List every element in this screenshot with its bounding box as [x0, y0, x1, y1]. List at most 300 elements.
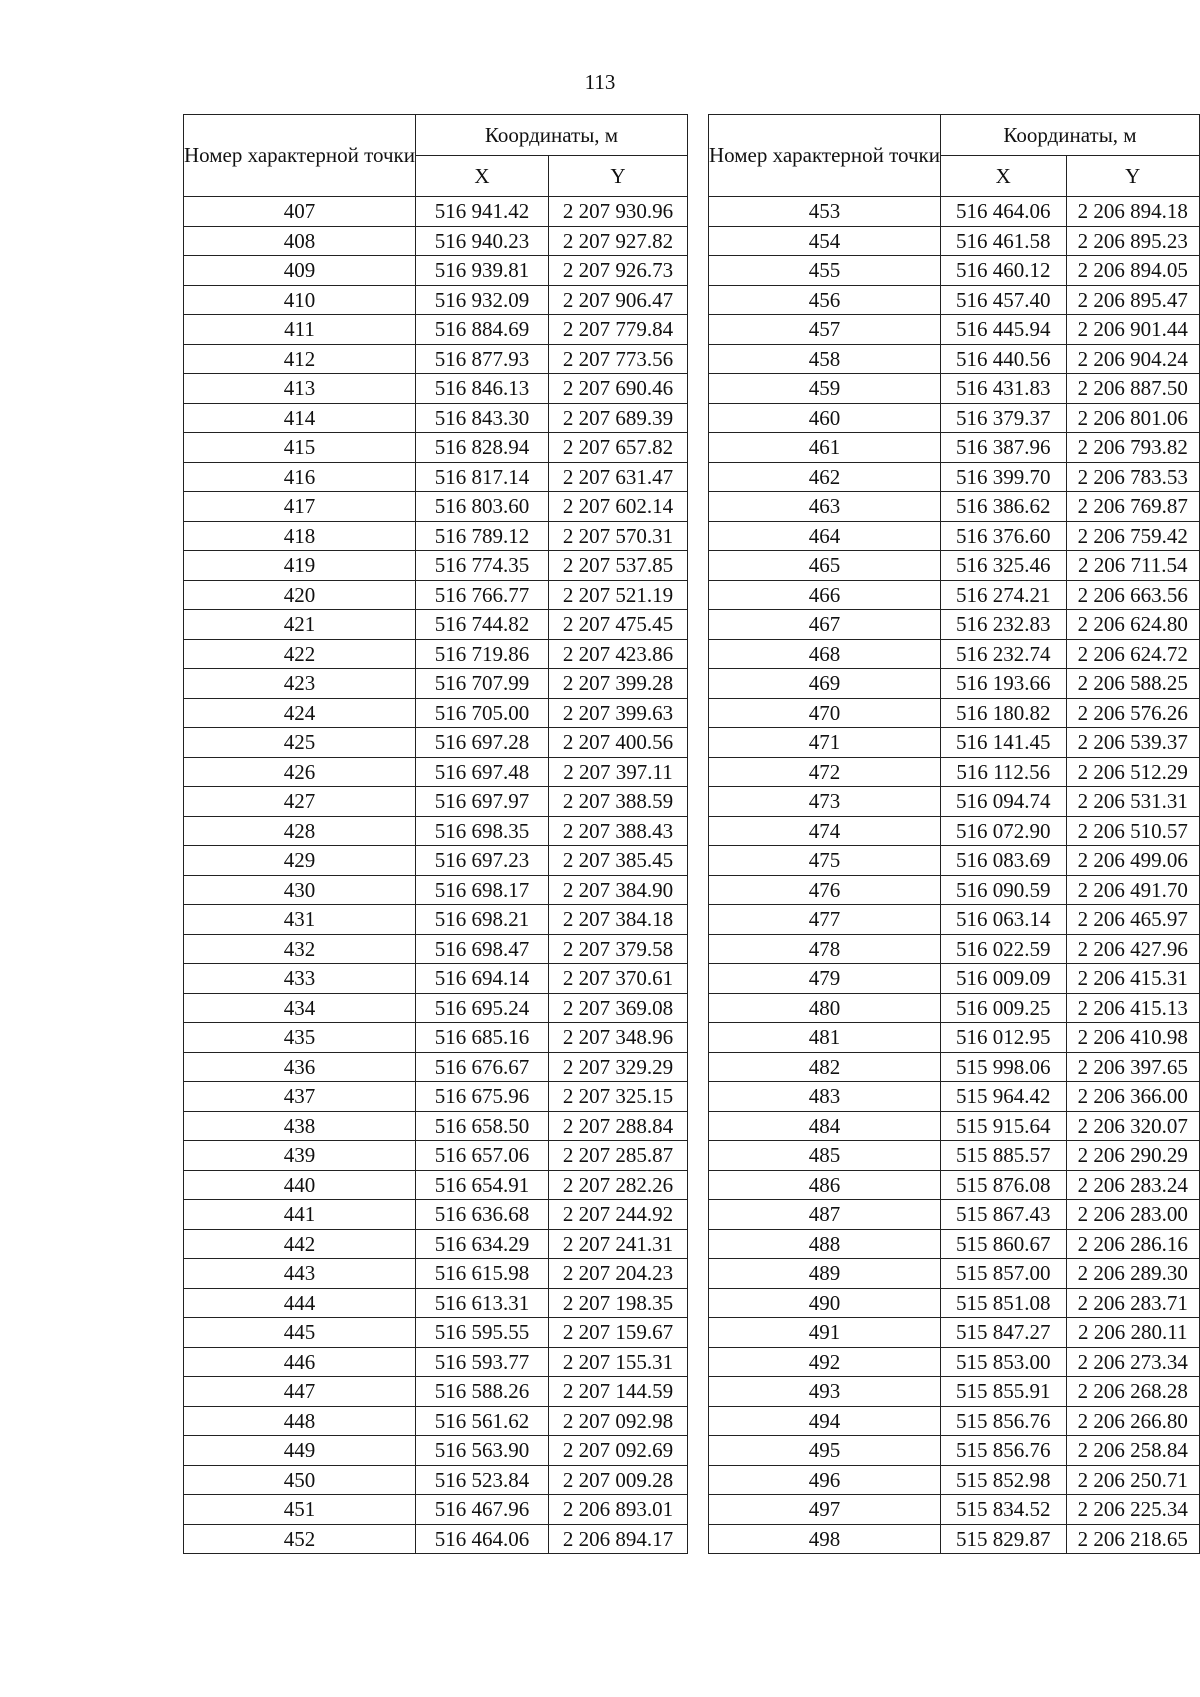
table-row — [709, 934, 1200, 964]
cell-x: 516 376.60 — [941, 521, 1067, 551]
table-row — [709, 1082, 1200, 1112]
cell-x: 515 856.76 — [941, 1406, 1067, 1436]
cell-y: 2 206 588.25 — [1066, 669, 1199, 699]
cell-y: 2 206 283.71 — [1066, 1288, 1199, 1318]
cell-y: 2 206 901.44 — [1066, 315, 1199, 345]
cell-point-number: 495 — [709, 1436, 941, 1466]
cell-x: 516 094.74 — [941, 787, 1067, 817]
cell-y: 2 207 379.58 — [549, 934, 688, 964]
cell-point-number: 439 — [184, 1141, 416, 1171]
table-row — [184, 1288, 688, 1318]
cell-y: 2 206 783.53 — [1066, 462, 1199, 492]
table-row — [709, 728, 1200, 758]
cell-x: 516 386.62 — [941, 492, 1067, 522]
cell-point-number: 428 — [184, 816, 416, 846]
cell-x: 516 932.09 — [416, 285, 549, 315]
cell-y: 2 207 689.39 — [549, 403, 688, 433]
table-row — [709, 521, 1200, 551]
table-row — [184, 639, 688, 669]
cell-y: 2 206 531.31 — [1066, 787, 1199, 817]
cell-y: 2 207 288.84 — [549, 1111, 688, 1141]
cell-x: 516 817.14 — [416, 462, 549, 492]
cell-x: 516 083.69 — [941, 846, 1067, 876]
cell-point-number: 480 — [709, 993, 941, 1023]
cell-point-number: 465 — [709, 551, 941, 581]
table-row — [184, 374, 688, 404]
cell-point-number: 410 — [184, 285, 416, 315]
cell-point-number: 436 — [184, 1052, 416, 1082]
table-row — [184, 1229, 688, 1259]
table-row — [184, 1082, 688, 1112]
cell-x: 516 803.60 — [416, 492, 549, 522]
cell-point-number: 450 — [184, 1465, 416, 1495]
table-row — [184, 993, 688, 1023]
cell-x: 515 853.00 — [941, 1347, 1067, 1377]
cell-point-number: 497 — [709, 1495, 941, 1525]
cell-point-number: 467 — [709, 610, 941, 640]
cell-y: 2 207 282.26 — [549, 1170, 688, 1200]
cell-y: 2 206 894.18 — [1066, 197, 1199, 227]
cell-y: 2 206 415.31 — [1066, 964, 1199, 994]
cell-point-number: 448 — [184, 1406, 416, 1436]
cell-point-number: 412 — [184, 344, 416, 374]
cell-point-number: 430 — [184, 875, 416, 905]
cell-x: 516 325.46 — [941, 551, 1067, 581]
cell-x: 516 009.25 — [941, 993, 1067, 1023]
cell-point-number: 460 — [709, 403, 941, 433]
cell-point-number: 427 — [184, 787, 416, 817]
cell-point-number: 424 — [184, 698, 416, 728]
cell-point-number: 452 — [184, 1524, 416, 1554]
table-row — [709, 1229, 1200, 1259]
cell-point-number: 409 — [184, 256, 416, 286]
table-row — [709, 1377, 1200, 1407]
table-row — [184, 1052, 688, 1082]
cell-y: 2 206 893.01 — [549, 1495, 688, 1525]
cell-point-number: 488 — [709, 1229, 941, 1259]
cell-point-number: 429 — [184, 846, 416, 876]
table-row — [184, 551, 688, 581]
cell-y: 2 206 320.07 — [1066, 1111, 1199, 1141]
cell-point-number: 415 — [184, 433, 416, 463]
cell-point-number: 453 — [709, 197, 941, 227]
cell-y: 2 207 906.47 — [549, 285, 688, 315]
cell-y: 2 206 250.71 — [1066, 1465, 1199, 1495]
cell-y: 2 206 894.17 — [549, 1524, 688, 1554]
table-row — [709, 285, 1200, 315]
cell-y: 2 207 926.73 — [549, 256, 688, 286]
cell-y: 2 206 895.47 — [1066, 285, 1199, 315]
cell-x: 516 193.66 — [941, 669, 1067, 699]
table-row — [184, 462, 688, 492]
cell-point-number: 478 — [709, 934, 941, 964]
cell-y: 2 207 241.31 — [549, 1229, 688, 1259]
table-row — [709, 403, 1200, 433]
table-row — [709, 197, 1200, 227]
cell-x: 515 855.91 — [941, 1377, 1067, 1407]
table-row — [184, 433, 688, 463]
table-body-left — [184, 197, 688, 1554]
table-row — [184, 1436, 688, 1466]
table-row — [709, 1318, 1200, 1348]
table-row — [709, 1052, 1200, 1082]
cell-x: 516 180.82 — [941, 698, 1067, 728]
cell-y: 2 206 283.00 — [1066, 1200, 1199, 1230]
cell-x: 516 698.21 — [416, 905, 549, 935]
cell-point-number: 419 — [184, 551, 416, 581]
cell-y: 2 207 244.92 — [549, 1200, 688, 1230]
cell-y: 2 206 499.06 — [1066, 846, 1199, 876]
header-coordinates: Координаты, м — [941, 115, 1200, 156]
cell-point-number: 454 — [709, 226, 941, 256]
cell-y: 2 207 204.23 — [549, 1259, 688, 1289]
cell-x: 516 009.09 — [941, 964, 1067, 994]
cell-x: 516 090.59 — [941, 875, 1067, 905]
cell-point-number: 435 — [184, 1023, 416, 1053]
table-row — [709, 1170, 1200, 1200]
cell-x: 516 112.56 — [941, 757, 1067, 787]
cell-point-number: 457 — [709, 315, 941, 345]
header-x: X — [941, 156, 1067, 197]
cell-point-number: 487 — [709, 1200, 941, 1230]
cell-point-number: 492 — [709, 1347, 941, 1377]
cell-y: 2 207 384.18 — [549, 905, 688, 935]
cell-x: 516 675.96 — [416, 1082, 549, 1112]
table-row — [709, 993, 1200, 1023]
cell-point-number: 438 — [184, 1111, 416, 1141]
table-row — [709, 1406, 1200, 1436]
cell-point-number: 444 — [184, 1288, 416, 1318]
cell-x: 515 885.57 — [941, 1141, 1067, 1171]
table-row — [184, 315, 688, 345]
table-row — [184, 344, 688, 374]
cell-y: 2 206 218.65 — [1066, 1524, 1199, 1554]
table-row — [709, 315, 1200, 345]
cell-point-number: 482 — [709, 1052, 941, 1082]
cell-point-number: 459 — [709, 374, 941, 404]
cell-x: 516 012.95 — [941, 1023, 1067, 1053]
cell-y: 2 207 384.90 — [549, 875, 688, 905]
cell-y: 2 207 009.28 — [549, 1465, 688, 1495]
cell-y: 2 207 399.63 — [549, 698, 688, 728]
cell-x: 515 847.27 — [941, 1318, 1067, 1348]
cell-point-number: 498 — [709, 1524, 941, 1554]
cell-x: 515 860.67 — [941, 1229, 1067, 1259]
cell-point-number: 451 — [184, 1495, 416, 1525]
table-row — [184, 285, 688, 315]
cell-point-number: 443 — [184, 1259, 416, 1289]
cell-x: 515 964.42 — [941, 1082, 1067, 1112]
cell-x: 516 697.23 — [416, 846, 549, 876]
cell-point-number: 477 — [709, 905, 941, 935]
cell-x: 516 698.35 — [416, 816, 549, 846]
cell-y: 2 206 415.13 — [1066, 993, 1199, 1023]
table-row — [709, 1200, 1200, 1230]
cell-point-number: 433 — [184, 964, 416, 994]
cell-x: 516 685.16 — [416, 1023, 549, 1053]
cell-y: 2 206 366.00 — [1066, 1082, 1199, 1112]
cell-y: 2 206 225.34 — [1066, 1495, 1199, 1525]
cell-x: 516 523.84 — [416, 1465, 549, 1495]
cell-point-number: 407 — [184, 197, 416, 227]
table-row — [184, 875, 688, 905]
table-row — [184, 1377, 688, 1407]
cell-x: 516 232.83 — [941, 610, 1067, 640]
cell-point-number: 447 — [184, 1377, 416, 1407]
cell-y: 2 206 289.30 — [1066, 1259, 1199, 1289]
cell-y: 2 206 624.72 — [1066, 639, 1199, 669]
table-body-right — [709, 197, 1200, 1554]
cell-point-number: 437 — [184, 1082, 416, 1112]
cell-y: 2 207 399.28 — [549, 669, 688, 699]
cell-point-number: 461 — [709, 433, 941, 463]
table-row — [184, 669, 688, 699]
cell-point-number: 445 — [184, 1318, 416, 1348]
cell-x: 516 563.90 — [416, 1436, 549, 1466]
cell-point-number: 413 — [184, 374, 416, 404]
table-row — [184, 610, 688, 640]
table-row — [709, 816, 1200, 846]
table-row — [709, 1259, 1200, 1289]
cell-point-number: 441 — [184, 1200, 416, 1230]
table-row — [709, 1465, 1200, 1495]
cell-point-number: 471 — [709, 728, 941, 758]
table-row — [709, 344, 1200, 374]
cell-x: 516 593.77 — [416, 1347, 549, 1377]
cell-point-number: 408 — [184, 226, 416, 256]
cell-y: 2 207 159.67 — [549, 1318, 688, 1348]
cell-x: 516 719.86 — [416, 639, 549, 669]
cell-x: 515 852.98 — [941, 1465, 1067, 1495]
table-row — [184, 846, 688, 876]
table-row — [709, 610, 1200, 640]
coordinates-table-right — [708, 114, 1200, 1554]
cell-y: 2 206 894.05 — [1066, 256, 1199, 286]
cell-y: 2 207 385.45 — [549, 846, 688, 876]
cell-y: 2 207 930.96 — [549, 197, 688, 227]
cell-y: 2 206 887.50 — [1066, 374, 1199, 404]
cell-point-number: 469 — [709, 669, 941, 699]
cell-point-number: 463 — [709, 492, 941, 522]
cell-x: 516 460.12 — [941, 256, 1067, 286]
cell-x: 515 998.06 — [941, 1052, 1067, 1082]
table-row — [184, 1200, 688, 1230]
cell-point-number: 446 — [184, 1347, 416, 1377]
cell-x: 516 431.83 — [941, 374, 1067, 404]
cell-point-number: 494 — [709, 1406, 941, 1436]
cell-y: 2 207 537.85 — [549, 551, 688, 581]
cell-x: 516 634.29 — [416, 1229, 549, 1259]
cell-point-number: 440 — [184, 1170, 416, 1200]
table-row — [709, 1023, 1200, 1053]
table-row — [709, 787, 1200, 817]
cell-point-number: 462 — [709, 462, 941, 492]
cell-point-number: 456 — [709, 285, 941, 315]
cell-y: 2 206 266.80 — [1066, 1406, 1199, 1436]
page-number: 113 — [584, 70, 616, 94]
cell-x: 516 595.55 — [416, 1318, 549, 1348]
table-row — [709, 433, 1200, 463]
cell-y: 2 207 570.31 — [549, 521, 688, 551]
cell-point-number: 470 — [709, 698, 941, 728]
table-row — [184, 816, 688, 846]
cell-y: 2 207 325.15 — [549, 1082, 688, 1112]
cell-x: 516 658.50 — [416, 1111, 549, 1141]
cell-y: 2 206 280.11 — [1066, 1318, 1199, 1348]
cell-y: 2 206 624.80 — [1066, 610, 1199, 640]
cell-point-number: 484 — [709, 1111, 941, 1141]
cell-y: 2 207 397.11 — [549, 757, 688, 787]
cell-x: 515 857.00 — [941, 1259, 1067, 1289]
cell-y: 2 207 370.61 — [549, 964, 688, 994]
cell-x: 516 461.58 — [941, 226, 1067, 256]
cell-point-number: 486 — [709, 1170, 941, 1200]
cell-y: 2 207 198.35 — [549, 1288, 688, 1318]
cell-y: 2 207 927.82 — [549, 226, 688, 256]
cell-y: 2 206 465.97 — [1066, 905, 1199, 935]
cell-x: 516 063.14 — [941, 905, 1067, 935]
cell-y: 2 207 631.47 — [549, 462, 688, 492]
cell-y: 2 206 510.57 — [1066, 816, 1199, 846]
cell-y: 2 207 092.98 — [549, 1406, 688, 1436]
cell-x: 516 072.90 — [941, 816, 1067, 846]
cell-x: 515 856.76 — [941, 1436, 1067, 1466]
table-row — [709, 1524, 1200, 1554]
table-row — [709, 698, 1200, 728]
cell-x: 516 399.70 — [941, 462, 1067, 492]
cell-x: 515 829.87 — [941, 1524, 1067, 1554]
cell-point-number: 416 — [184, 462, 416, 492]
cell-x: 516 698.17 — [416, 875, 549, 905]
table-row — [184, 905, 688, 935]
table-row — [184, 757, 688, 787]
cell-point-number: 426 — [184, 757, 416, 787]
cell-y: 2 206 273.34 — [1066, 1347, 1199, 1377]
cell-x: 516 744.82 — [416, 610, 549, 640]
cell-point-number: 431 — [184, 905, 416, 935]
cell-point-number: 455 — [709, 256, 941, 286]
cell-point-number: 421 — [184, 610, 416, 640]
cell-y: 2 206 663.56 — [1066, 580, 1199, 610]
table-row — [184, 698, 688, 728]
table-row — [184, 1347, 688, 1377]
cell-y: 2 206 769.87 — [1066, 492, 1199, 522]
cell-point-number: 458 — [709, 344, 941, 374]
table-row — [184, 1495, 688, 1525]
cell-x: 516 232.74 — [941, 639, 1067, 669]
cell-x: 516 877.93 — [416, 344, 549, 374]
table-row — [184, 728, 688, 758]
cell-x: 515 915.64 — [941, 1111, 1067, 1141]
table-row — [184, 1111, 688, 1141]
cell-x: 516 464.06 — [941, 197, 1067, 227]
cell-y: 2 207 155.31 — [549, 1347, 688, 1377]
table-row — [709, 1111, 1200, 1141]
cell-point-number: 423 — [184, 669, 416, 699]
cell-y: 2 207 773.56 — [549, 344, 688, 374]
cell-y: 2 206 427.96 — [1066, 934, 1199, 964]
cell-x: 515 851.08 — [941, 1288, 1067, 1318]
cell-x: 516 707.99 — [416, 669, 549, 699]
cell-x: 516 615.98 — [416, 1259, 549, 1289]
cell-point-number: 496 — [709, 1465, 941, 1495]
cell-y: 2 207 690.46 — [549, 374, 688, 404]
cell-y: 2 207 657.82 — [549, 433, 688, 463]
table-row — [709, 846, 1200, 876]
header-x: X — [416, 156, 549, 197]
cell-x: 516 467.96 — [416, 1495, 549, 1525]
cell-y: 2 206 283.24 — [1066, 1170, 1199, 1200]
cell-y: 2 207 779.84 — [549, 315, 688, 345]
cell-x: 516 698.47 — [416, 934, 549, 964]
header-y: Y — [1066, 156, 1199, 197]
cell-y: 2 206 539.37 — [1066, 728, 1199, 758]
table-row — [709, 875, 1200, 905]
cell-x: 516 884.69 — [416, 315, 549, 345]
table-row — [709, 639, 1200, 669]
cell-x: 516 697.28 — [416, 728, 549, 758]
cell-x: 516 657.06 — [416, 1141, 549, 1171]
cell-x: 516 694.14 — [416, 964, 549, 994]
table-row — [709, 256, 1200, 286]
cell-y: 2 206 491.70 — [1066, 875, 1199, 905]
table-row — [709, 757, 1200, 787]
cell-point-number: 442 — [184, 1229, 416, 1259]
cell-point-number: 479 — [709, 964, 941, 994]
table-row — [709, 580, 1200, 610]
cell-x: 515 867.43 — [941, 1200, 1067, 1230]
table-row — [709, 492, 1200, 522]
cell-y: 2 206 290.29 — [1066, 1141, 1199, 1171]
cell-x: 516 828.94 — [416, 433, 549, 463]
cell-point-number: 417 — [184, 492, 416, 522]
table-row — [184, 1406, 688, 1436]
cell-point-number: 464 — [709, 521, 941, 551]
cell-x: 515 834.52 — [941, 1495, 1067, 1525]
cell-y: 2 206 397.65 — [1066, 1052, 1199, 1082]
cell-point-number: 420 — [184, 580, 416, 610]
table-row — [184, 403, 688, 433]
table-row — [184, 964, 688, 994]
cell-x: 516 676.67 — [416, 1052, 549, 1082]
cell-y: 2 206 512.29 — [1066, 757, 1199, 787]
cell-point-number: 475 — [709, 846, 941, 876]
cell-x: 516 440.56 — [941, 344, 1067, 374]
table-row — [709, 1347, 1200, 1377]
table-row — [709, 1436, 1200, 1466]
cell-point-number: 476 — [709, 875, 941, 905]
cell-x: 516 940.23 — [416, 226, 549, 256]
cell-y: 2 206 711.54 — [1066, 551, 1199, 581]
cell-point-number: 414 — [184, 403, 416, 433]
cell-x: 516 636.68 — [416, 1200, 549, 1230]
cell-point-number: 425 — [184, 728, 416, 758]
cell-x: 516 697.97 — [416, 787, 549, 817]
table-row — [184, 1141, 688, 1171]
cell-point-number: 422 — [184, 639, 416, 669]
cell-x: 516 939.81 — [416, 256, 549, 286]
cell-y: 2 206 801.06 — [1066, 403, 1199, 433]
table-row — [184, 1318, 688, 1348]
cell-point-number: 481 — [709, 1023, 941, 1053]
cell-x: 516 274.21 — [941, 580, 1067, 610]
cell-x: 516 941.42 — [416, 197, 549, 227]
table-row — [184, 226, 688, 256]
cell-point-number: 472 — [709, 757, 941, 787]
header-y: Y — [549, 156, 688, 197]
cell-point-number: 485 — [709, 1141, 941, 1171]
cell-y: 2 207 144.59 — [549, 1377, 688, 1407]
